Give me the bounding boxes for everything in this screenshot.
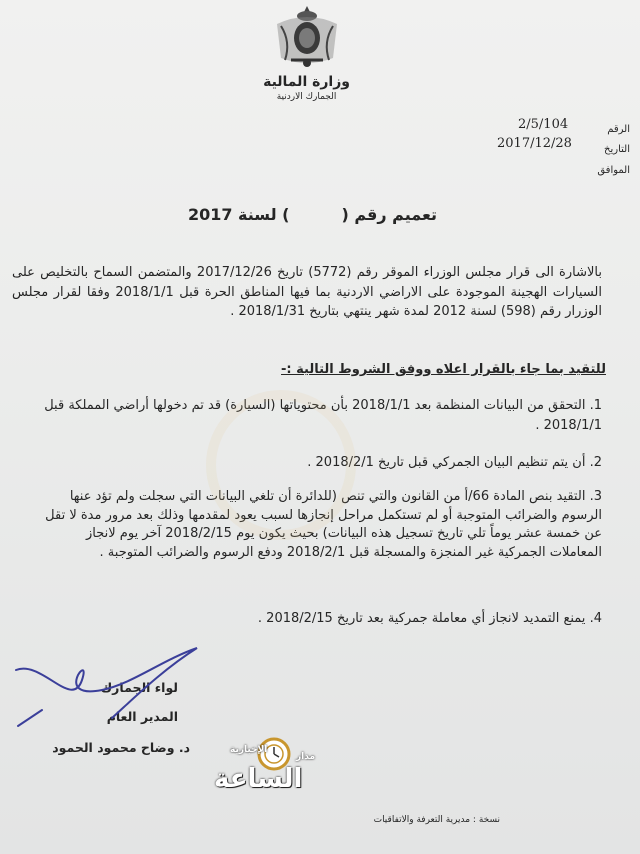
ref-corresponding-label: الموافق bbox=[597, 165, 630, 176]
ref-number-label: الرقم bbox=[607, 124, 630, 135]
brand-logo-tag: الإخبارية bbox=[230, 745, 268, 755]
item-text: التحقق من البيانات المنظمة بعد 2018/1/1 بأن محتوياتها (السيارة) قد تم دخولها أراضي المملكة قبل 2018/1/1 . bbox=[44, 398, 602, 433]
brand-logo-small: مدار bbox=[296, 752, 316, 762]
item-text: أن يتم تنظيم البيان الجمركي قبل تاريخ 2018/2/1 . bbox=[307, 455, 586, 470]
ref-date-value: 2017/12/28 bbox=[497, 136, 572, 151]
item-number: 1. bbox=[589, 398, 602, 413]
item-number: 4. bbox=[589, 611, 602, 626]
ref-date-label: التاريخ bbox=[604, 144, 630, 155]
jordan-coat-of-arms-icon bbox=[271, 2, 343, 70]
ministry-header bbox=[263, 74, 350, 102]
handwritten-signature bbox=[12, 640, 222, 730]
brand-logo-text: الساعة bbox=[214, 764, 303, 794]
conditions-lead: للتقيد بما جاء بالقرار اعلاه ووفق الشروط التالية :- bbox=[281, 362, 606, 377]
signature-title-2: المدير العام bbox=[106, 709, 178, 724]
ref-number-value: 2/5/104 bbox=[518, 117, 569, 132]
item-text: التقيد بنص المادة 66/أ من القانون والتي تنص (للدائرة أن تلغي البيانات التي سجلت ولم تؤد عنها الرسوم والضرائب المتوجبة أو لم تستكمل مراحل إنجازها لسبب يعود لمقدمها وذلك بعد مرور مدة لا تقل عن خمسة عشر يوماً تلي تاريخ تسجيل هذه البيانات) بحيث يكون يوم 2018/2/15 آخر يوم لانجاز المعاملات الجمركية غير المنجزة والمسجلة قبل 2018/2/1 ودفع الرسوم والضرائب المتوجبة . bbox=[45, 489, 602, 560]
circular-title bbox=[188, 205, 437, 224]
footer-cc: نسخة : مديرية التعرفة والاتفاقيات bbox=[373, 815, 500, 825]
title-part-2: ) لسنة 2017 bbox=[187, 205, 290, 224]
faded-clock-watermark bbox=[206, 390, 356, 540]
title-part-1: تعميم رقم ( bbox=[341, 205, 437, 224]
ministry-name: وزارة المالية bbox=[263, 74, 350, 90]
intro-paragraph: بالاشارة الى قرار مجلس الوزراء الموقر رقم (5772) تاريخ 2017/12/26 والمتضمن السماح بالتخليص على السيارات الهجينة الموجودة على الاراضي الاردنية بما فيها المناطق الحرة قبل 2018/1/1 وفقا لقرار مجلس الوزرار رقم (598) لسنة 2012 لمدة شهر ينتهي بتاريخ 2018/1/31 . bbox=[12, 265, 602, 319]
item-text: يمنع التمديد لانجاز أي معاملة جمركية بعد تاريخ 2018/2/15 . bbox=[257, 611, 586, 626]
signatory-name: د. وضاح محمود الحمود bbox=[52, 740, 190, 755]
condition-item-4 bbox=[30, 609, 602, 629]
signature-title-1: لواء الجمارك bbox=[100, 680, 178, 695]
item-number: 3. bbox=[589, 489, 602, 504]
department-name: الجمارك الاردنية bbox=[276, 92, 337, 102]
item-number: 2. bbox=[589, 455, 602, 470]
